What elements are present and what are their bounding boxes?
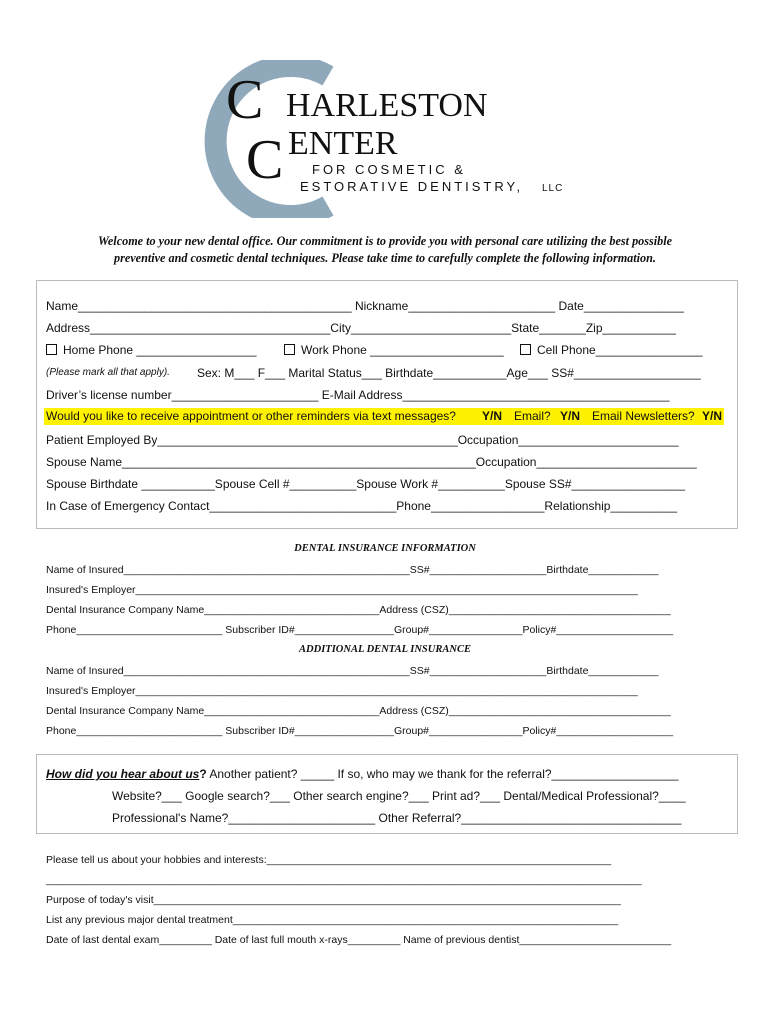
additional-insured-name-field[interactable]: Name of Insured_________________________________________________SS#____________________Birthdate____________	[46, 665, 659, 677]
work-phone-label: Work Phone ____________________	[301, 343, 504, 357]
work-phone-field[interactable]	[284, 343, 504, 357]
additional-insurance-title: ADDITIONAL DENTAL INSURANCE	[299, 644, 471, 655]
referral-question-mark: ?	[199, 767, 207, 781]
intro-line-2: preventive and cosmetic dental techniques. Please take time to carefully complete the following information.	[114, 251, 656, 265]
insured-employer-field[interactable]: Insured's Employer______________________________________________________________________________________	[46, 584, 638, 596]
additional-insured-employer-field[interactable]: Insured's Employer______________________________________________________________________________________	[46, 685, 638, 697]
home-phone-checkbox[interactable]	[46, 344, 57, 355]
referral-line-2[interactable]: Website?___ Google search?___ Other search engine?___ Print ad?___ Dental/Medical Professional?____	[112, 789, 686, 803]
cell-phone-checkbox[interactable]	[520, 344, 531, 355]
logo-llc: LLC	[542, 183, 564, 194]
reminders-row[interactable]	[44, 408, 724, 425]
patient-info-section	[36, 280, 738, 529]
additional-insurance-phone-field[interactable]: Phone_________________________ Subscriber ID#_________________Group#________________Policy#____________________	[46, 725, 674, 737]
email-yn[interactable]: Y/N	[560, 409, 581, 423]
insured-name-field[interactable]: Name of Insured_________________________________________________SS#____________________Birthdate____________	[46, 564, 659, 576]
referral-line-3[interactable]: Professional's Name?______________________ Other Referral?_________________________________	[112, 811, 682, 825]
newsletter-yn[interactable]: Y/N	[702, 409, 723, 423]
emergency-contact-field[interactable]: In Case of Emergency Contact____________________________Phone_________________Relationship__________	[46, 499, 678, 513]
text-yn[interactable]: Y/N	[482, 409, 503, 423]
referral-line-1[interactable]	[46, 767, 678, 781]
last-exam-field[interactable]: Date of last dental exam_________ Date of last full mouth x-rays_________ Name of previous dentist__________________________	[46, 934, 672, 946]
spouse-name-field[interactable]: Spouse Name_____________________________________________________Occupation________________________	[46, 455, 697, 469]
cell-phone-field[interactable]	[520, 343, 703, 357]
reminders-question: Would you like to receive appointment or other reminders via text messages?	[46, 409, 456, 423]
logo-line-1: HARLESTON	[286, 87, 488, 124]
spouse-details-field[interactable]: Spouse Birthdate ___________Spouse Cell #__________Spouse Work #__________Spouse SS#_________________	[46, 477, 685, 491]
address-field[interactable]: Address____________________________________City________________________State_______Zip___________	[46, 321, 676, 335]
referral-question: Another patient? _____ If so, who may we thank for the referral?___________________	[206, 767, 679, 781]
license-email-field[interactable]: Driver’s license number______________________ E-Mail Address________________________________________	[46, 388, 670, 402]
work-phone-checkbox[interactable]	[284, 344, 295, 355]
dental-insurance-title: DENTAL INSURANCE INFORMATION	[294, 543, 476, 554]
visit-purpose-field[interactable]: Purpose of today's visit________________________________________________________________________________	[46, 894, 621, 906]
svg-text:C: C	[226, 69, 264, 131]
sex-marital-field[interactable]: Sex: M___ F___ Marital Status___ Birthdate___________Age___ SS#___________________	[197, 366, 701, 380]
intro-line-1: Welcome to your new dental office. Our commitment is to provide you with personal care utilizing the best possible	[97, 234, 673, 248]
referral-heading: How did you hear about us	[46, 767, 200, 781]
svg-text:C: C	[246, 129, 284, 191]
insurance-phone-field[interactable]: Phone_________________________ Subscriber ID#_________________Group#________________Policy#____________________	[46, 624, 674, 636]
logo-line-2: ENTER	[288, 125, 398, 162]
newsletter-question: Email Newsletters?	[592, 409, 695, 423]
hobbies-continued-field[interactable]: ______________________________________________________________________________________________________	[46, 874, 642, 886]
home-phone-field[interactable]	[46, 343, 257, 357]
mark-note: (Please mark all that apply).	[46, 367, 170, 378]
cell-phone-label: Cell Phone________________	[537, 343, 703, 357]
additional-insurance-company-field[interactable]: Dental Insurance Company Name______________________________Address (CSZ)______________________________________	[46, 705, 671, 717]
name-field[interactable]: Name_________________________________________ Nickname______________________ Date_______________	[46, 299, 684, 313]
employer-field[interactable]: Patient Employed By_____________________________________________Occupation________________________	[46, 433, 679, 447]
practice-logo	[196, 60, 596, 218]
logo-line-4: ESTORATIVE DENTISTRY,	[300, 179, 524, 194]
email-question: Email?	[514, 409, 551, 423]
home-phone-label: Home Phone __________________	[63, 343, 257, 357]
hobbies-field[interactable]: Please tell us about your hobbies and interests:___________________________________________________________	[46, 854, 612, 866]
logo-line-3: FOR COSMETIC &	[312, 162, 466, 177]
previous-treatment-field[interactable]: List any previous major dental treatment__________________________________________________________________	[46, 914, 619, 926]
insurance-company-field[interactable]: Dental Insurance Company Name______________________________Address (CSZ)______________________________________	[46, 604, 671, 616]
